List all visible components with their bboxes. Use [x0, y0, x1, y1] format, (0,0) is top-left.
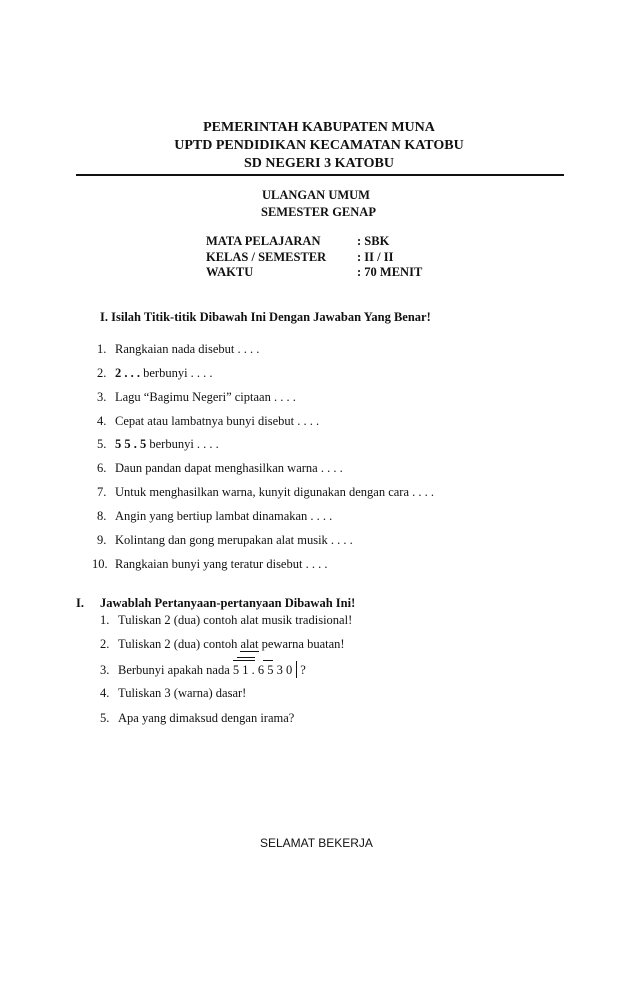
question-1: [97, 342, 259, 357]
header-line-1: PEMERINTAH KABUPATEN MUNA: [203, 120, 435, 135]
question-8: [97, 509, 332, 524]
essay-question-4: [100, 686, 246, 701]
header-line-2: UPTD PENDIDIKAN KECAMATAN KATOBU: [174, 138, 464, 153]
question-3: [97, 390, 296, 405]
notation-text: 5 1 . 6 5 3 0: [232, 663, 293, 677]
question-number: 4.: [97, 414, 107, 428]
header-divider: [76, 174, 564, 176]
essay-question-2: [100, 637, 345, 652]
info-value-subject: : SBK: [357, 234, 390, 248]
music-notation: [233, 663, 292, 678]
exam-title: ULANGAN UMUM: [262, 188, 370, 202]
question-text: Tuliskan 3 (warna) dasar!: [118, 686, 247, 700]
info-label-time: WAKTU: [206, 265, 254, 279]
info-label-subject: MATA PELAJARAN: [206, 234, 321, 248]
question-2: [97, 366, 213, 381]
notation-double-overline: [237, 657, 255, 658]
question-text: berbunyi . . . .: [140, 366, 213, 380]
section2-numeral: I.: [76, 596, 84, 610]
question-number: 3.: [100, 663, 110, 677]
question-text: Rangkaian bunyi yang teratur disebut . . . .: [115, 557, 328, 571]
question-text: berbunyi . . . .: [146, 437, 219, 451]
question-text-pre: Tuliskan 2 (dua) contoh: [118, 637, 241, 651]
question-text: Rangkaian nada disebut . . . .: [115, 342, 260, 356]
question-notation: 5 5 . 5: [115, 437, 147, 451]
question-text: Kolintang dan gong merupakan alat musik . . . .: [115, 533, 353, 547]
question-text-post: ?: [300, 663, 306, 677]
question-notation: 2 . . .: [115, 366, 140, 380]
question-10: [92, 557, 327, 572]
question-7: [97, 485, 434, 500]
question-text: Daun pandan dapat menghasilkan warna . . . .: [115, 461, 343, 475]
header-line-3: SD NEGERI 3 KATOBU: [243, 156, 394, 171]
section2-heading: Jawablah Pertanyaan-pertanyaan Dibawah Ini!: [100, 596, 356, 610]
info-value-class: : II / II: [357, 250, 394, 264]
closing-text: SELAMAT BEKERJA: [260, 836, 373, 850]
question-number: 9.: [97, 533, 107, 547]
question-number: 6.: [97, 461, 107, 475]
question-number: 5.: [97, 437, 107, 451]
question-number: 8.: [97, 509, 107, 523]
question-underlined-word: alat: [240, 637, 259, 651]
essay-question-1: [100, 613, 352, 628]
question-text: Untuk menghasilkan warna, kunyit digunakan dengan cara . . . .: [115, 485, 435, 499]
question-text: Angin yang bertiup lambat dinamakan . . . .: [115, 509, 333, 523]
question-number: 1.: [100, 613, 110, 627]
info-value-time: : 70 MENIT: [357, 265, 423, 279]
notation-overline: [263, 660, 273, 661]
question-number: 4.: [100, 686, 110, 700]
question-number: 7.: [97, 485, 107, 499]
question-text: Apa yang dimaksud dengan irama?: [118, 711, 295, 725]
essay-question-5: [100, 711, 294, 726]
section1-heading: I. Isilah Titik-titik Dibawah Ini Dengan Jawaban Yang Benar!: [100, 310, 431, 324]
info-label-class: KELAS / SEMESTER: [206, 250, 327, 264]
question-text: Cepat atau lambatnya bunyi disebut . . . .: [115, 414, 320, 428]
question-number: 1.: [97, 342, 107, 356]
question-text-post: pewarna buatan!: [258, 637, 345, 651]
question-text: Lagu “Bagimu Negeri” ciptaan . . . .: [115, 390, 296, 404]
notation-barline: [296, 661, 297, 678]
question-number: 10.: [92, 557, 108, 571]
question-6: [97, 461, 343, 476]
question-number: 3.: [97, 390, 107, 404]
question-number: 2.: [97, 366, 107, 380]
exam-semester: SEMESTER GENAP: [261, 205, 376, 219]
question-9: [97, 533, 353, 548]
question-text-pre: Berbunyi apakah nada: [118, 663, 233, 677]
question-number: 5.: [100, 711, 110, 725]
question-5: [97, 437, 219, 452]
question-text: Tuliskan 2 (dua) contoh alat musik tradisional!: [118, 613, 353, 627]
question-4: [97, 414, 319, 429]
essay-question-3: [100, 661, 306, 678]
question-number: 2.: [100, 637, 110, 651]
notation-overline: [233, 660, 255, 661]
